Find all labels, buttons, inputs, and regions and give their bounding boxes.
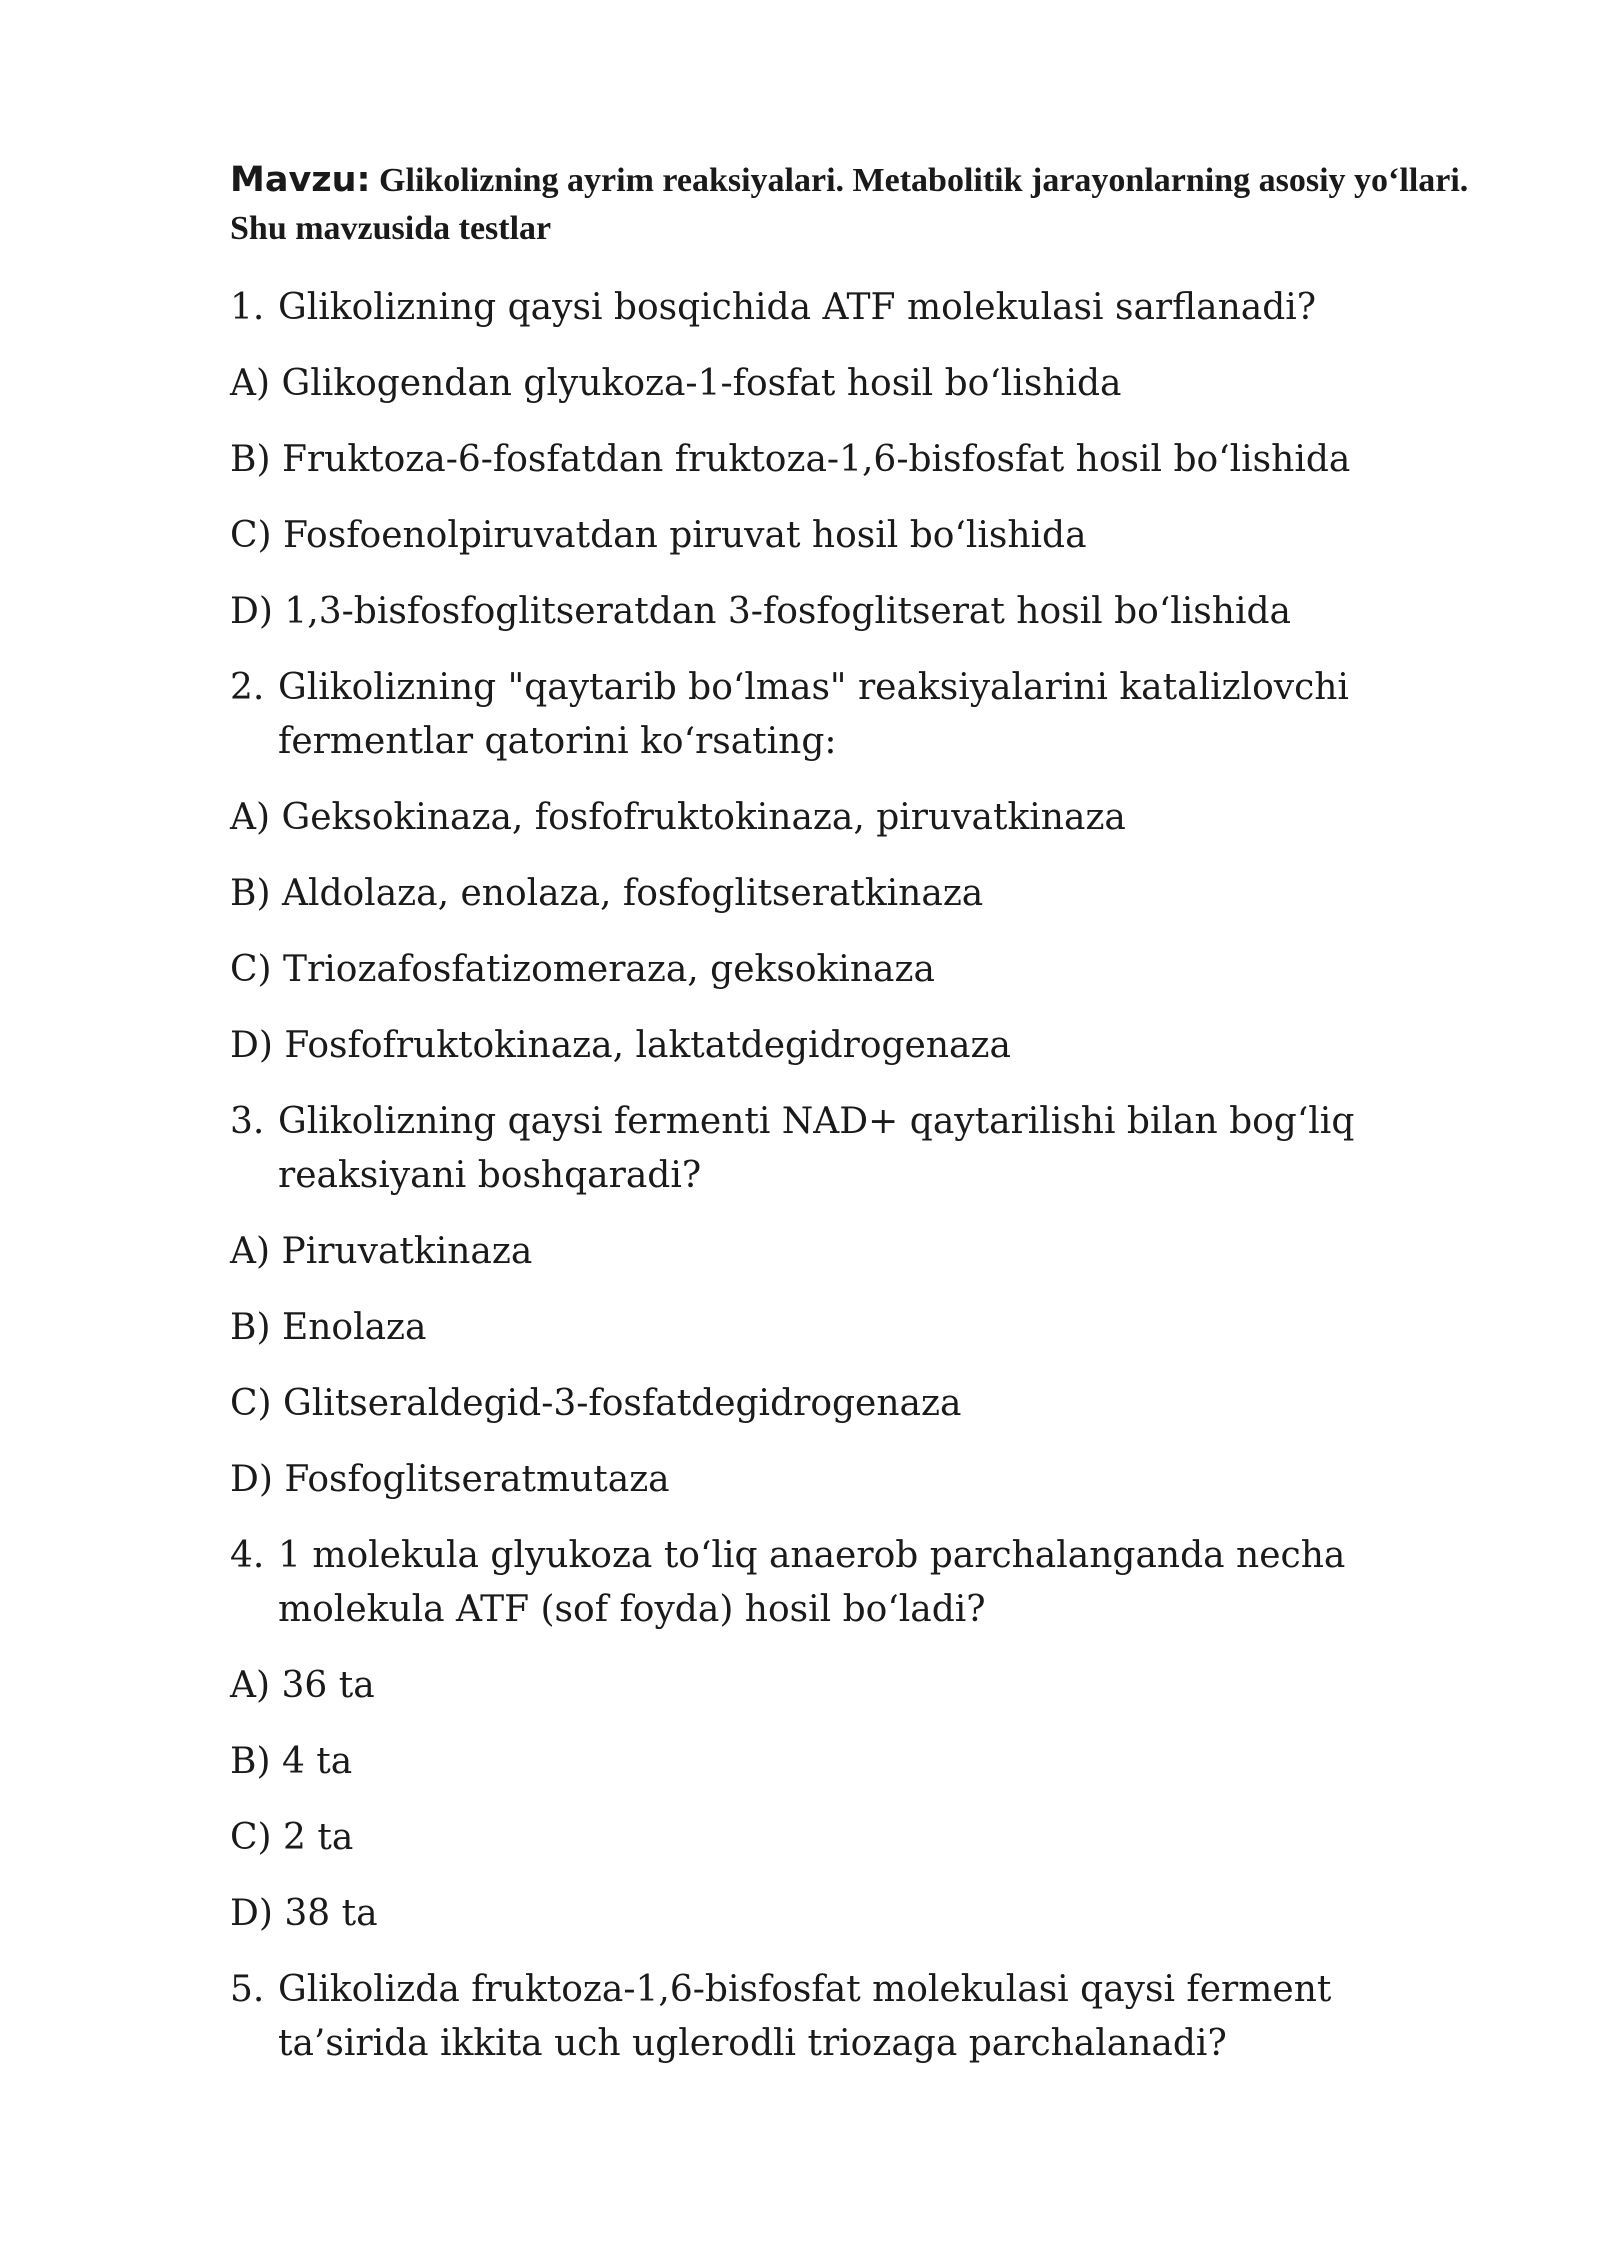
question-3 (230, 1095, 1490, 1203)
topic-label: Mavzu: (230, 160, 371, 200)
question-text: Glikolizning "qaytarib bo‘lmas" reaksiyalarini katalizlovchi fermentlar qatorini ko‘rsating: (278, 667, 1349, 762)
page-title (230, 156, 1490, 253)
document-page (230, 156, 1490, 2093)
question-number: 2. (230, 667, 265, 708)
question-number: 1. (230, 287, 265, 328)
question-1-option-a: A) Glikogendan glyukoza-1-fosfat hosil bo‘lishida (230, 363, 1122, 404)
question-3-option-d: D) Fosfoglitseratmutaza (230, 1459, 670, 1500)
question-1 (230, 281, 1490, 335)
question-text: 1 molekula glyukoza to‘liq anaerob parchalanganda necha molekula ATF (sof foyda) hosil bo‘ladi? (278, 1535, 1346, 1630)
question-1-option-c: C) Fosfoenolpiruvatdan piruvat hosil bo‘lishida (230, 515, 1087, 556)
question-4-option-b: B) 4 ta (230, 1741, 353, 1782)
question-list (230, 281, 1490, 2071)
question-2-option-a: A) Geksokinaza, fosfofruktokinaza, piruvatkinaza (230, 797, 1126, 838)
question-2-option-d: D) Fosfofruktokinaza, laktatdegidrogenaza (230, 1025, 1011, 1066)
question-5 (230, 1963, 1490, 2071)
question-1-option-b: B) Fruktoza-6-fosfatdan fruktoza-1,6-bisfosfat hosil bo‘lishida (230, 439, 1351, 480)
question-3-option-a: A) Piruvatkinaza (230, 1231, 533, 1272)
question-3-option-b: B) Enolaza (230, 1307, 427, 1348)
question-text: Glikolizning qaysi bosqichida ATF molekulasi sarflanadi? (278, 287, 1317, 328)
question-text: Glikolizda fruktoza-1,6-bisfosfat molekulasi qaysi ferment ta’sirida ikkita uch uglerodli triozaga parchalanadi? (278, 1969, 1332, 2064)
question-2-option-b: B) Aldolaza, enolaza, fosfoglitseratkinaza (230, 873, 984, 914)
question-4 (230, 1529, 1490, 1637)
question-4-option-a: A) 36 ta (230, 1665, 375, 1706)
question-4-option-c: C) 2 ta (230, 1817, 354, 1858)
question-number: 5. (230, 1969, 265, 2010)
question-2-option-c: C) Triozafosfatizomeraza, geksokinaza (230, 949, 935, 990)
topic-title: Glikolizning ayrim reaksiyalari. Metabolitik jarayonlarning asosiy yo‘llari. Shu mavzusida testlar (230, 162, 1469, 247)
question-text: Glikolizning qaysi fermenti NAD+ qaytarilishi bilan bog‘liq reaksiyani boshqaradi? (278, 1101, 1355, 1196)
question-1-option-d: D) 1,3-bisfosfoglitseratdan 3-fosfoglitserat hosil bo‘lishida (230, 591, 1291, 632)
question-2 (230, 661, 1490, 769)
question-4-option-d: D) 38 ta (230, 1893, 378, 1934)
question-number: 3. (230, 1101, 265, 1142)
question-number: 4. (230, 1535, 265, 1576)
question-3-option-c: C) Glitseraldegid-3-fosfatdegidrogenaza (230, 1383, 962, 1424)
